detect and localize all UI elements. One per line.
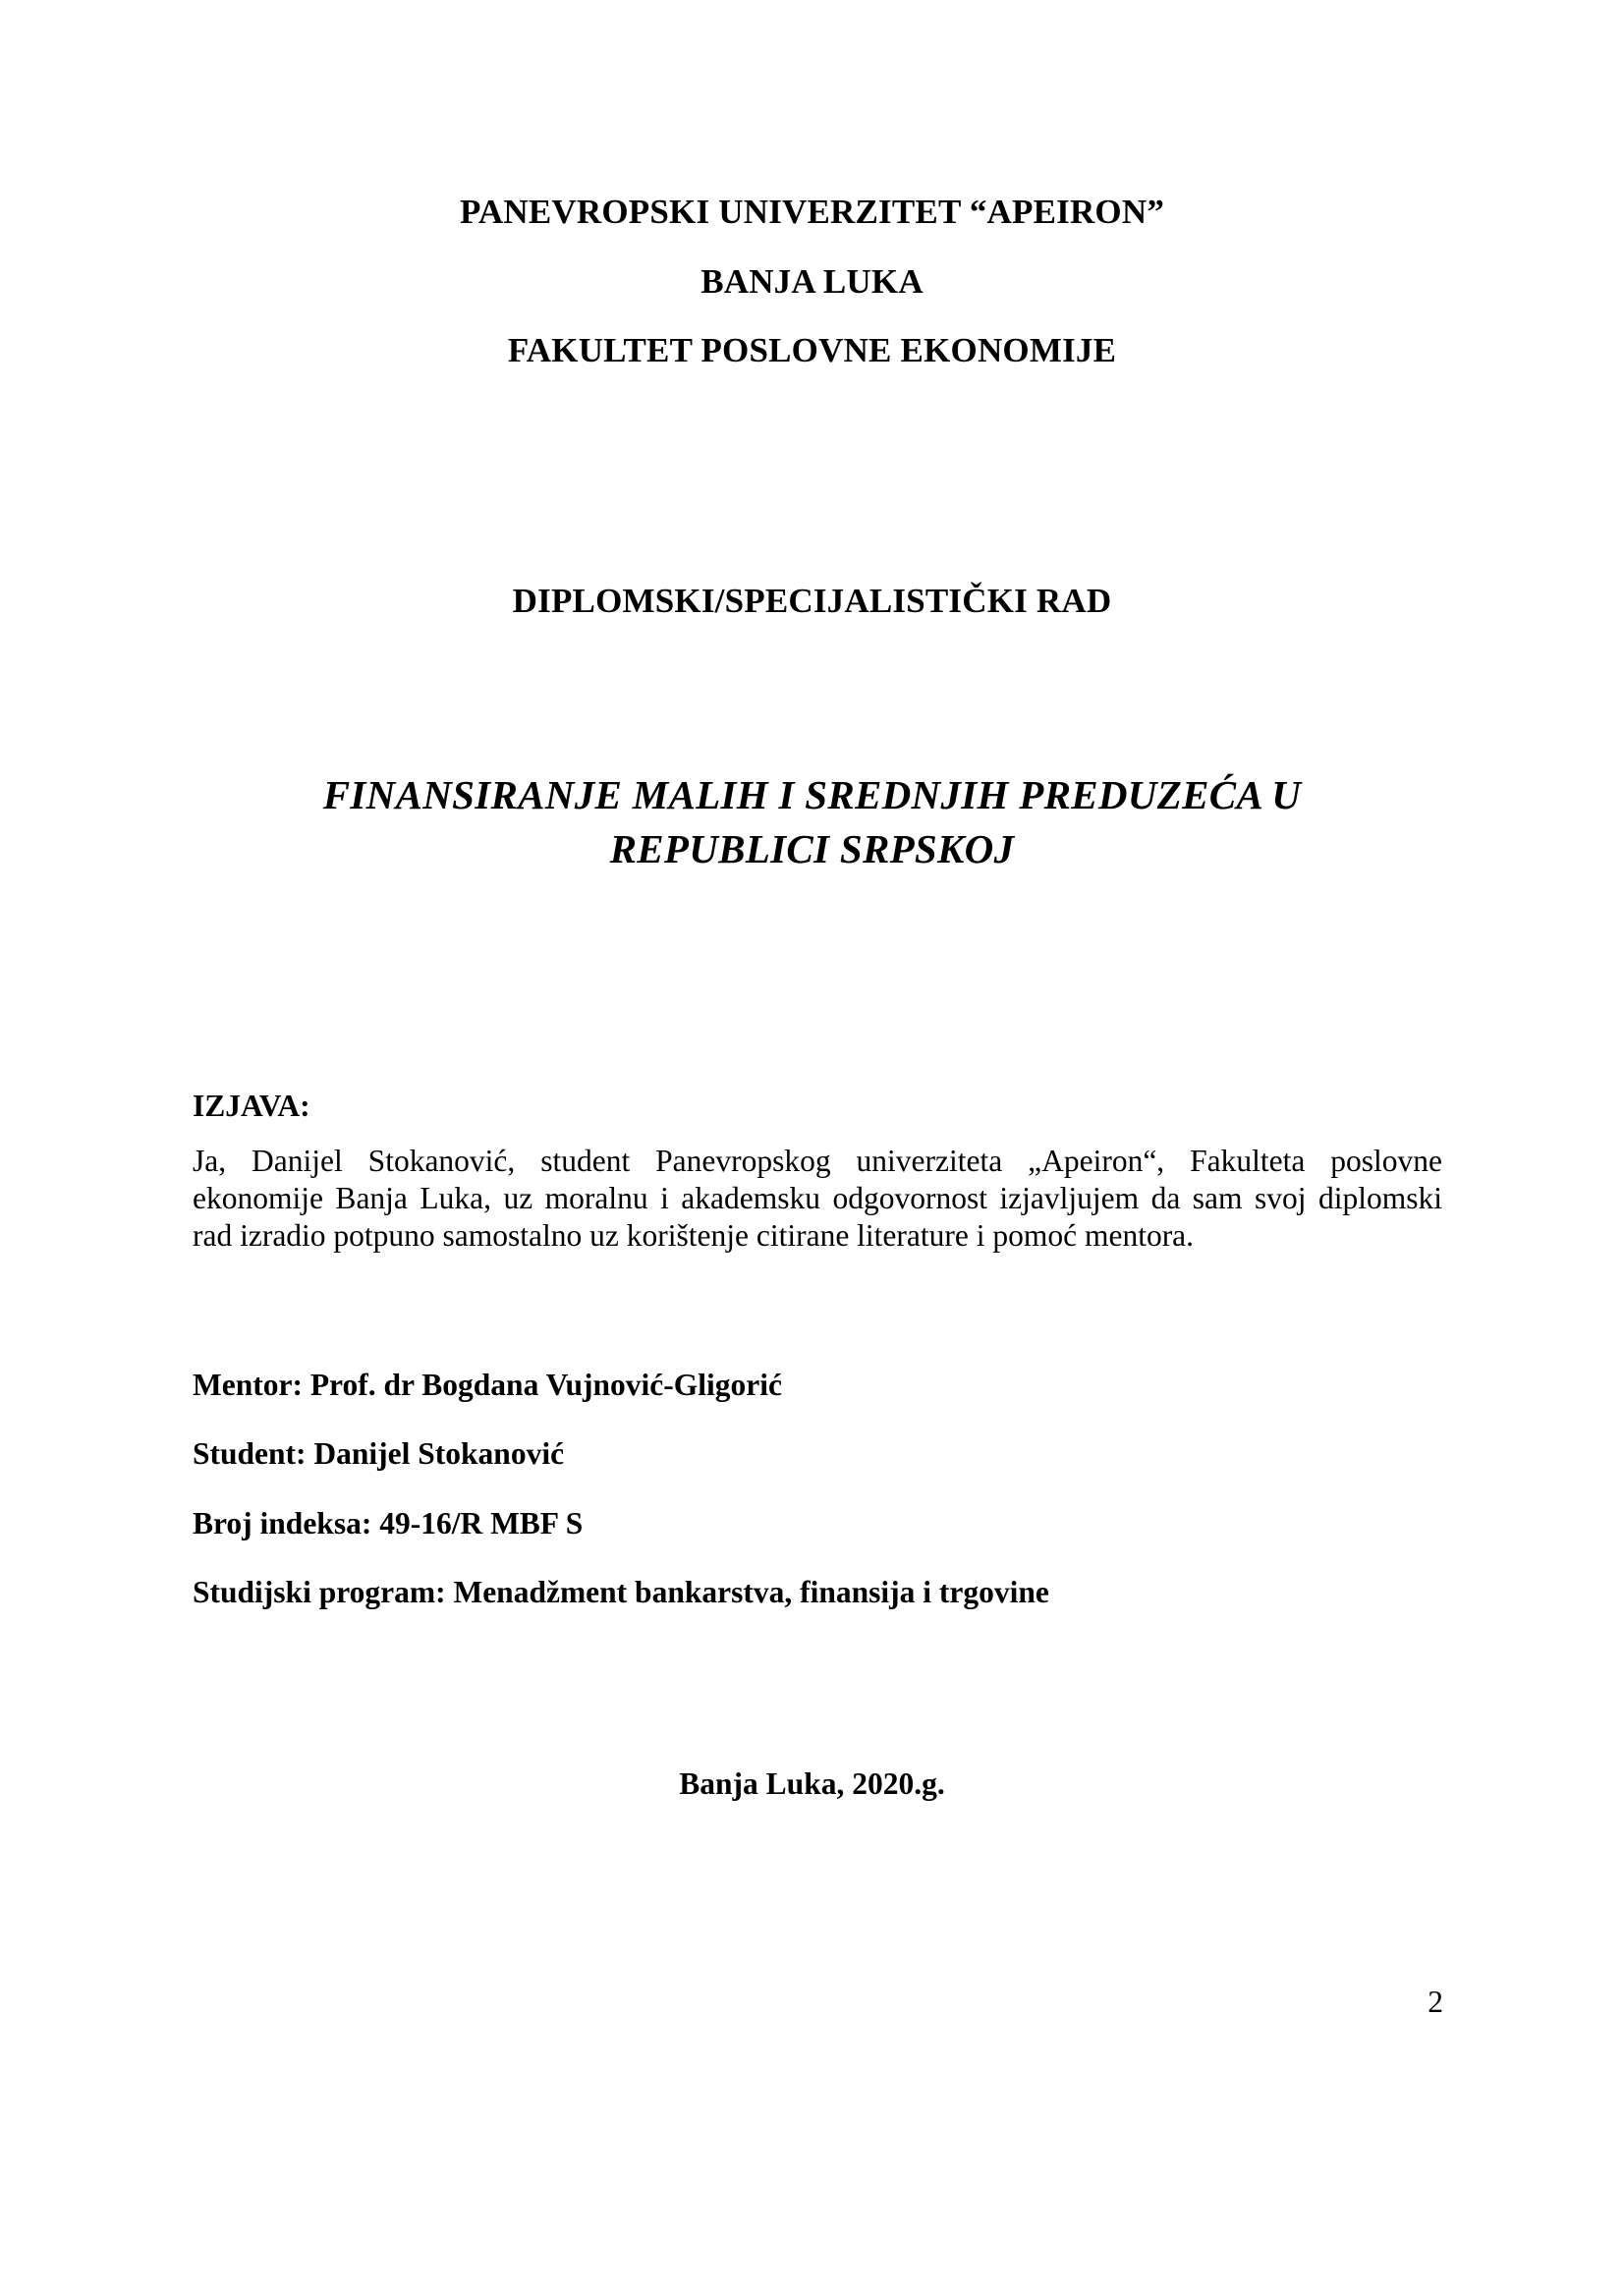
thesis-title-line-2: REPUBLICI SRPSKOJ	[609, 826, 1015, 871]
page-number: 2	[1428, 1985, 1443, 2019]
place-date: Banja Luka, 2020.g.	[679, 1766, 945, 1801]
study-program-field: Studijski program: Menadžment bankarstva, finansija i trgovine	[193, 1575, 1049, 1609]
statement-line-3: rad izradio potpuno samostalno uz korištenje citirane literature i pomoć mentora.	[193, 1218, 1195, 1253]
university-name: PANEVROPSKI UNIVERZITET “APEIRON”	[459, 193, 1165, 231]
statement-heading: IZJAVA:	[193, 1089, 310, 1123]
university-city: BANJA LUKA	[700, 262, 924, 301]
faculty-name: FAKULTET POSLOVNE EKONOMIJE	[507, 331, 1117, 369]
thesis-type: DIPLOMSKI/SPECIJALISTIČKI RAD	[512, 582, 1112, 620]
student-field: Student: Danijel Stokanović	[193, 1436, 565, 1471]
index-number-field: Broj indeksa: 49-16/R MBF S	[193, 1506, 584, 1540]
thesis-title-line-1: FINANSIRANJE MALIH I SREDNJIH PREDUZEĆA U	[322, 772, 1302, 817]
mentor-field: Mentor: Prof. dr Bogdana Vujnović-Gligorić	[193, 1368, 782, 1402]
statement-line-2: ekonomije Banja Luka, uz moralnu i akademsku odgovornost izjavljujem da sam svoj diplomski	[193, 1181, 1442, 1215]
statement-line-1: Ja, Danijel Stokanović, student Panevropskog univerziteta „Apeiron“, Fakulteta poslovne	[193, 1144, 1442, 1178]
